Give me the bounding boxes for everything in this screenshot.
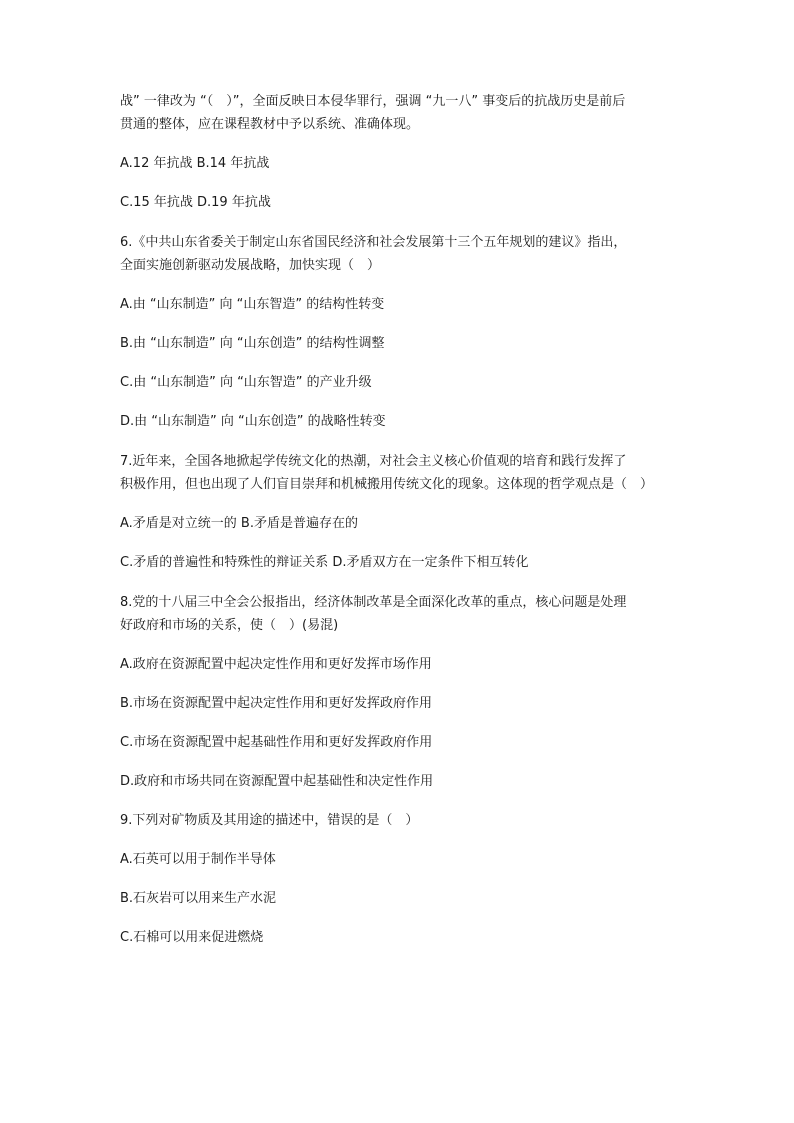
q8-option-a: A.政府在资源配置中起决定性作用和更好发挥市场作用 [120, 657, 432, 672]
q9-stem: 9.下列对矿物质及其用途的描述中，错误的是（ ） [120, 813, 419, 828]
document-page [120, 90, 700, 949]
q9-option-a: A.石英可以用于制作半导体 [120, 852, 276, 867]
q7-stem: 7.近年来，全国各地掀起学传统文化的热潮，对社会主义核心价值观的培育和践行发挥了 积极作用，但也出现了人们盲目崇拜和机械搬用传统文化的现象。这体现的哲学观点是（ ） [120, 454, 654, 492]
q9-option-b: B.石灰岩可以用来生产水泥 [120, 891, 277, 906]
q7-options-ab: A.矛盾是对立统一的 B.矛盾是普遍存在的 [120, 516, 358, 531]
q7-options-cd: C.矛盾的普遍性和特殊性的辩证关系 D.矛盾双方在一定条件下相互转化 [120, 555, 529, 570]
q5-stem: 战” 一律改为 “（ ）”，全面反映日本侵华罪行，强调 “九一八” 事变后的抗战历史是前后 贯通的整体，应在课程教材中予以系统、准确体现。 [120, 94, 626, 132]
q5-options-cd: C.15 年抗战 D.19 年抗战 [120, 195, 271, 210]
q6-option-c: C.由 “山东制造” 向 “山东智造” 的产业升级 [120, 375, 372, 390]
q9-option-c: C.石棉可以用来促进燃烧 [120, 930, 264, 945]
q8-option-c: C.市场在资源配置中起基础性作用和更好发挥政府作用 [120, 735, 433, 750]
q5-options-ab: A.12 年抗战 B.14 年抗战 [120, 156, 270, 171]
q6-stem: 6.《中共山东省委关于制定山东省国民经济和社会发展第十三个五年规划的建议》指出， 全面实施创新驱动发展战略，加快实现（ ） [120, 235, 627, 273]
q6-option-b: B.由 “山东制造” 向 “山东创造” 的结构性调整 [120, 336, 385, 351]
q8-option-b: B.市场在资源配置中起决定性作用和更好发挥政府作用 [120, 696, 433, 711]
q8-stem: 8.党的十八届三中全会公报指出，经济体制改革是全面深化改革的重点，核心问题是处理 好政府和市场的关系，使（ ）(易混) [120, 595, 627, 633]
q8-option-d: D.政府和市场共同在资源配置中起基础性和决定性作用 [120, 774, 434, 789]
q6-option-a: A.由 “山东制造” 向 “山东智造” 的结构性转变 [120, 297, 385, 312]
q6-option-d: D.由 “山东制造” 向 “山东创造” 的战略性转变 [120, 414, 386, 429]
